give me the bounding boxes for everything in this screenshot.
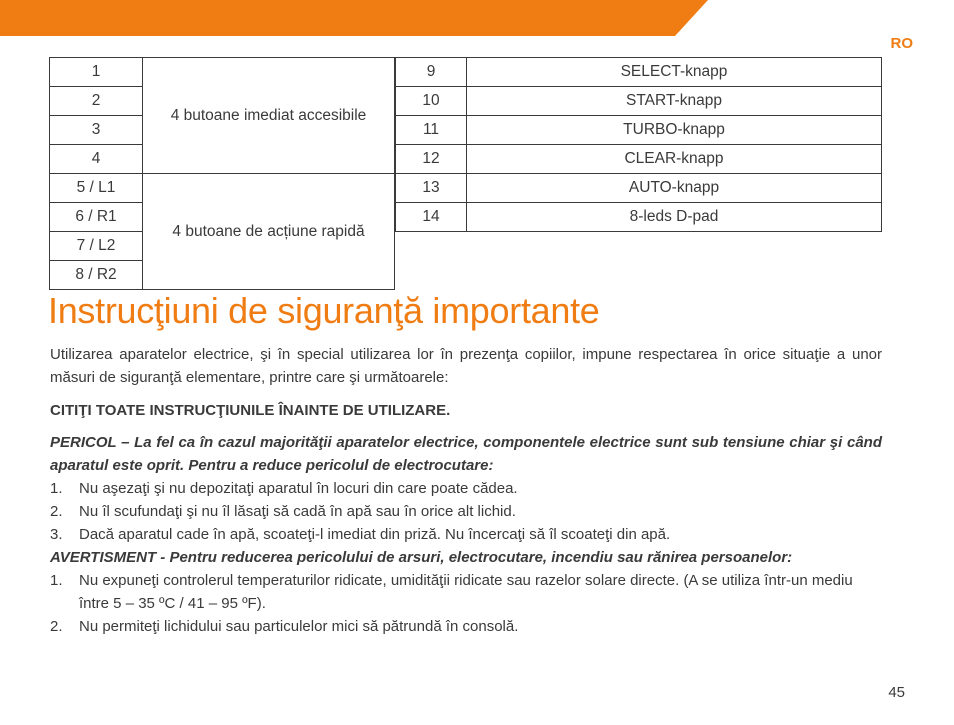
group-label: 4 butoane imediat accesibile xyxy=(143,58,395,174)
list-number: 1. xyxy=(50,480,63,497)
list-item xyxy=(50,523,882,546)
intro-paragraph: Utilizarea aparatelor electrice, şi în special utilizarea lor în prezenţa copiilor, impune respectarea în orice situaţie a unor măsuri de siguranţă elementare, printre care şi următoarele: xyxy=(50,346,882,386)
safety-content xyxy=(50,343,882,638)
group-label: 4 butoane de acțiune rapidă xyxy=(143,174,395,290)
table-cell: 3 xyxy=(50,116,143,145)
table-cell: 8 / R2 xyxy=(50,261,143,290)
table-cell: 2 xyxy=(50,87,143,116)
list-text: Nu expuneţi controlerul temperaturilor ridicate, umidităţii ridicate sau razelor solare directe. (A se utiliza într-un mediu între 5 – 35 ºC / 41 – 95 ºF). xyxy=(79,572,853,612)
table-cell: 14 xyxy=(396,203,467,232)
page-number: 45 xyxy=(888,684,905,701)
table-row xyxy=(396,58,882,87)
button-table-left xyxy=(49,57,395,290)
table-cell: 1 xyxy=(50,58,143,87)
table-row xyxy=(396,174,882,203)
table-row xyxy=(396,116,882,145)
list-text: Nu aşezaţi şi nu depozitaţi aparatul în locuri din care poate cădea. xyxy=(79,480,518,497)
table-cell: 8-leds D-pad xyxy=(467,203,882,232)
list-number: 2. xyxy=(50,618,63,635)
language-label: RO xyxy=(890,35,913,52)
list-item xyxy=(50,500,882,523)
table-cell: 12 xyxy=(396,145,467,174)
list-text: Nu îl scufundaţi şi nu îl lăsaţi să cadă în apă sau în orice alt lichid. xyxy=(79,503,516,520)
list-number: 3. xyxy=(50,526,63,543)
table-cell: 10 xyxy=(396,87,467,116)
table-row xyxy=(50,174,395,203)
header-banner xyxy=(0,0,954,36)
table-cell: 11 xyxy=(396,116,467,145)
table-cell: CLEAR-knapp xyxy=(467,145,882,174)
table-cell: 6 / R1 xyxy=(50,203,143,232)
table-row xyxy=(396,203,882,232)
warning-heading: AVERTISMENT - Pentru reducerea pericolului de arsuri, electrocutare, incendiu sau rănirea persoanelor: xyxy=(50,549,793,566)
table-row xyxy=(396,145,882,174)
table-cell: AUTO-knapp xyxy=(467,174,882,203)
list-text: Dacă aparatul cade în apă, scoateţi-l imediat din priză. Nu încercaţi să îl scoateţi din apă. xyxy=(79,526,671,543)
page-title: Instrucţiuni de siguranţă importante xyxy=(48,290,600,331)
table-cell: 7 / L2 xyxy=(50,232,143,261)
list-number: 2. xyxy=(50,503,63,520)
list-item xyxy=(50,569,882,615)
button-table-right xyxy=(395,57,882,232)
table-cell: 9 xyxy=(396,58,467,87)
table-row xyxy=(396,87,882,116)
list-item xyxy=(50,477,882,500)
table-row xyxy=(50,58,395,87)
list-item xyxy=(50,615,882,638)
table-cell: 5 / L1 xyxy=(50,174,143,203)
table-cell: SELECT-knapp xyxy=(467,58,882,87)
read-instructions-heading: CITIŢI TOATE INSTRUCŢIUNILE ÎNAINTE DE UTILIZARE. xyxy=(50,402,451,419)
table-cell: TURBO-knapp xyxy=(467,116,882,145)
table-cell: START-knapp xyxy=(467,87,882,116)
list-number: 1. xyxy=(50,572,63,589)
table-cell: 13 xyxy=(396,174,467,203)
danger-heading: PERICOL – La fel ca în cazul majorităţii aparatelor electrice, componentele electrice sunt sub tensiune chiar şi când aparatul este oprit. Pentru a reduce pericolul de electrocutare: xyxy=(50,434,882,474)
list-text: Nu permiteţi lichidului sau particulelor mici să pătrundă în consolă. xyxy=(79,618,519,635)
table-cell: 4 xyxy=(50,145,143,174)
